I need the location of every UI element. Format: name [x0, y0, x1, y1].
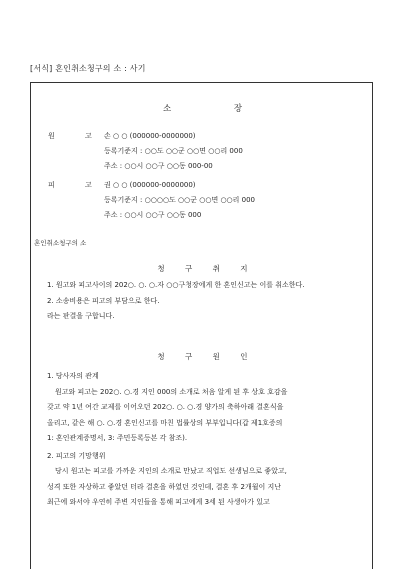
section-line: 당시 원고는 피고를 가까운 지인의 소개로 만났고 직업도 선생님으로 좋았고, — [55, 467, 287, 475]
section-line: 성격 또한 자상하고 좋았던 터라 결혼을 하였던 것인데, 결혼 후 2개월이 지난 — [47, 482, 282, 491]
case-name: 혼인취소청구의 소 — [34, 239, 87, 247]
section-title: 1. 당사자의 관계 — [47, 372, 99, 380]
defendant-address: 주소 : ○○시 ○○구 ○○동 000 — [104, 211, 202, 219]
claim-purpose-item: 라는 판결을 구합니다. — [47, 312, 115, 320]
document-title: 소 장 — [162, 104, 273, 114]
plaintiff-address: 주소 : ○○시 ○○구 ○○동 000-00 — [104, 162, 213, 170]
plaintiff-role: 원 고 — [48, 132, 106, 140]
claim-purpose-item: 1. 원고와 피고사이의 202○. ○. ○.자 ○○구청장에게 한 혼인신고는 이를 취소한다. — [47, 281, 305, 289]
defendant-role: 피 고 — [48, 181, 106, 189]
claim-purpose-item: 2. 소송비용은 피고의 부담으로 한다. — [47, 296, 160, 305]
section-line: 올리고, 같은 해 ○. ○.경 혼인신고를 마친 법률상의 부부입니다(갑 제1호증의 — [47, 418, 283, 427]
section-line: 최근에 와서야 우연히 주변 지인들을 통해 피고에게 3세 된 사생아가 있고 — [47, 498, 270, 506]
plaintiff-name: 손 ○ ○ (000000-0000000) — [104, 132, 196, 140]
claim-cause-body — [47, 369, 365, 511]
defendant-name: 권 ○ ○ (000000-0000000) — [104, 181, 196, 189]
section-line: 갖고 약 1년 여간 교제를 이어오던 202○. ○. ○.경 양가의 축하아래 결혼식을 — [47, 403, 284, 411]
section-line: 1: 혼인관계증명서, 3: 주민등록등본 각 참조). — [47, 434, 188, 442]
section-line: 원고와 피고는 202○. ○.경 지인 000의 소개로 처음 알게 된 후 상호 호감을 — [55, 387, 288, 396]
claim-purpose-heading: 청 구 취 지 — [157, 264, 257, 273]
section-title: 2. 피고의 기망행위 — [47, 451, 106, 460]
claim-cause-heading: 청 구 원 인 — [157, 352, 257, 361]
claim-purpose-body — [47, 278, 365, 325]
defendant-registry: 등록기준지 : ○○○○도 ○○군 ○○면 ○○리 000 — [104, 196, 256, 204]
plaintiff-registry: 등록기준지 : ○○도 ○○군 ○○면 ○○리 000 — [104, 147, 243, 155]
document-frame — [30, 82, 373, 569]
form-caption: [서식] 혼인취소청구의 소 : 사기 — [30, 64, 146, 73]
